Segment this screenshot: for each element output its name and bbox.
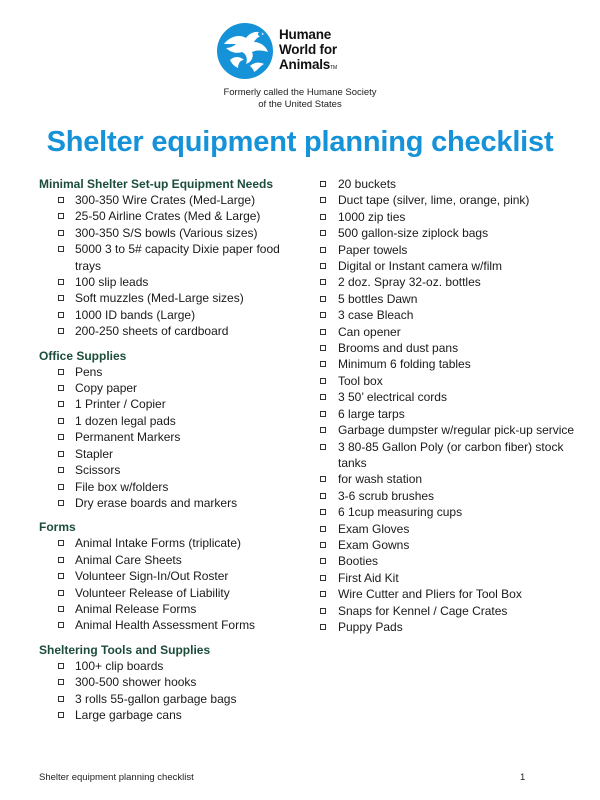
section-heading: Minimal Shelter Set-up Equipment Needs — [39, 177, 274, 191]
checkbox-icon[interactable] — [58, 540, 64, 546]
checklist-item — [39, 691, 309, 707]
checklist-item — [318, 471, 580, 487]
checklist-item — [39, 396, 309, 412]
logo-line-1: Humane — [279, 27, 332, 42]
checklist-item-label: Volunteer Sign-In/Out Roster — [75, 569, 229, 584]
checkbox-icon[interactable] — [320, 312, 326, 318]
checklist-item — [39, 495, 309, 511]
checkbox-icon[interactable] — [320, 263, 326, 269]
checklist-item-label: 100+ clip boards — [75, 658, 164, 673]
checklist-item — [39, 658, 309, 674]
checkbox-icon[interactable] — [320, 608, 326, 614]
checkbox-icon[interactable] — [320, 427, 326, 433]
checklist-item — [318, 356, 580, 372]
checklist-item — [318, 504, 580, 520]
checklist-item — [39, 225, 309, 241]
checklist-item — [318, 274, 580, 290]
checkbox-icon[interactable] — [320, 575, 326, 581]
checklist-item — [318, 324, 580, 340]
checkbox-icon[interactable] — [320, 296, 326, 302]
checklist-item — [318, 619, 580, 635]
checklist-item — [318, 209, 580, 225]
checklist-item — [39, 601, 309, 617]
checklist-item — [318, 176, 580, 192]
checkbox-icon[interactable] — [58, 197, 64, 203]
checklist-item-label: Puppy Pads — [338, 619, 403, 634]
checklist-item — [318, 537, 580, 553]
left-column — [39, 176, 309, 731]
checklist-item-label: Brooms and dust pans — [338, 341, 459, 356]
checklist-item — [318, 389, 580, 405]
checklist-item — [39, 479, 309, 495]
checklist-item-label: Volunteer Release of Liability — [75, 585, 230, 600]
checkbox-icon[interactable] — [58, 590, 64, 596]
checklist-item — [39, 707, 309, 723]
checklist-item — [318, 521, 580, 537]
logo-line-2: World for — [279, 42, 337, 57]
logo-line-3-text: Animals — [279, 57, 331, 72]
logo-line-3 — [279, 57, 389, 76]
checklist-section — [39, 642, 309, 724]
checklist-item — [39, 429, 309, 445]
checklist-item-label: 3-6 scrub brushes — [338, 488, 435, 503]
checklist-item-label: Animal Health Assessment Forms — [75, 618, 256, 633]
checkbox-icon[interactable] — [320, 493, 326, 499]
checklist-item-label: 300-350 Wire Crates (Med-Large) — [75, 193, 256, 207]
checkbox-icon[interactable] — [320, 361, 326, 367]
logo — [216, 22, 386, 84]
checkbox-icon[interactable] — [58, 606, 64, 612]
checklist-item — [39, 208, 309, 224]
checklist-item-label: Wire Cutter and Pliers for Tool Box — [338, 587, 522, 602]
checklist-item — [39, 552, 309, 568]
checklist-item — [318, 603, 580, 619]
checkbox-icon[interactable] — [320, 214, 326, 220]
checklist-item-label: 1 dozen legal pads — [75, 413, 176, 428]
checkbox-icon[interactable] — [320, 526, 326, 532]
checklist-item-label: Snaps for Kennel / Cage Crates — [338, 603, 508, 618]
checklist-item — [39, 192, 309, 208]
checkbox-icon[interactable] — [320, 329, 326, 335]
checklist-item — [39, 462, 309, 478]
checklist-item-label: Stapler — [75, 446, 114, 461]
checkbox-icon[interactable] — [320, 181, 326, 187]
checklist-item-label: 3 50’ electrical cords — [338, 390, 447, 405]
checklist-item-label: 1000 ID bands (Large) — [75, 307, 196, 322]
checkbox-icon[interactable] — [58, 434, 64, 440]
checklist-item-label: 300-500 shower hooks — [75, 675, 197, 690]
checkbox-icon[interactable] — [58, 622, 64, 628]
checkbox-icon[interactable] — [320, 542, 326, 548]
checkbox-icon[interactable] — [58, 279, 64, 285]
checklist — [39, 535, 309, 633]
checkbox-icon[interactable] — [320, 509, 326, 515]
checklist — [39, 192, 309, 340]
checklist-item-label: 1000 zip ties — [338, 209, 406, 224]
checklist-item-label: First Aid Kit — [338, 570, 399, 585]
checklist-item — [39, 535, 309, 551]
checklist-item-label: 3 80-85 Gallon Poly (or carbon fiber) stock tanks — [338, 439, 564, 470]
checkbox-icon[interactable] — [58, 328, 64, 334]
checkbox-icon[interactable] — [320, 624, 326, 630]
checklist-item — [318, 192, 580, 208]
checklist-item-label: 5000 3 to 5# capacity Dixie paper food trays — [75, 242, 280, 273]
checklist-item — [39, 290, 309, 306]
checklist-item — [318, 307, 580, 323]
checklist-item — [39, 617, 309, 633]
checklist-item — [39, 568, 309, 584]
checklist-section — [39, 176, 309, 340]
section-heading: Office Supplies — [39, 348, 127, 363]
animals-logo-icon — [216, 22, 274, 80]
checkbox-icon[interactable] — [58, 696, 64, 702]
checkbox-icon[interactable] — [58, 213, 64, 219]
checklist-item-label: Exam Gloves — [338, 521, 410, 536]
checklist-item — [318, 586, 580, 602]
checklist-item-label: 6 1cup measuring cups — [338, 505, 463, 520]
checklist-item — [39, 446, 309, 462]
checklist-item-label: Animal Intake Forms (triplicate) — [75, 536, 242, 551]
checkbox-icon[interactable] — [58, 451, 64, 457]
checkbox-icon[interactable] — [58, 467, 64, 473]
checklist-item-label: 1 Printer / Copier — [75, 397, 166, 412]
checklist-item — [39, 364, 309, 380]
checkbox-icon[interactable] — [320, 558, 326, 564]
checklist-item-label: Duct tape (silver, lime, orange, pink) — [338, 193, 530, 208]
checklist-item-label: Copy paper — [75, 381, 138, 396]
checklist-item — [39, 307, 309, 323]
checklist-item-label: File box w/folders — [75, 479, 169, 494]
checklist-item — [39, 674, 309, 690]
checklist-item-label: 6 large tarps — [338, 406, 405, 421]
right-checklist — [318, 176, 580, 635]
checklist-item — [39, 323, 309, 339]
checklist-item — [318, 225, 580, 241]
checklist-item-label: Minimum 6 folding tables — [338, 357, 471, 372]
checkbox-icon[interactable] — [320, 230, 326, 236]
checklist-item — [318, 553, 580, 569]
checkbox-icon[interactable] — [58, 369, 64, 375]
section-heading: Forms — [39, 520, 76, 535]
checklist-item — [318, 340, 580, 356]
checklist-item-label: 500 gallon-size ziplock bags — [338, 226, 489, 241]
checkbox-icon[interactable] — [320, 378, 326, 384]
checklist-item-label: Paper towels — [338, 242, 408, 257]
checkbox-icon[interactable] — [58, 573, 64, 579]
checklist-item-label: 20 buckets — [338, 177, 397, 191]
checkbox-icon[interactable] — [320, 197, 326, 203]
checklist-item-label: Dry erase boards and markers — [75, 495, 238, 510]
checklist-item — [39, 274, 309, 290]
page-title: Shelter equipment planning checklist — [46, 126, 554, 158]
former-name-line-2: of the United States — [258, 99, 342, 110]
section-heading: Sheltering Tools and Supplies — [39, 642, 211, 657]
checkbox-icon[interactable] — [320, 394, 326, 400]
checklist-item-label: Large garbage cans — [75, 707, 182, 722]
checkbox-icon[interactable] — [320, 411, 326, 417]
checkbox-icon[interactable] — [320, 591, 326, 597]
checklist-item — [39, 585, 309, 601]
checklist-item — [318, 422, 580, 438]
checklist-item — [318, 439, 580, 472]
checklist-section — [39, 519, 309, 633]
checklist-item-label: Animal Care Sheets — [75, 552, 182, 567]
checklist-item-label: Booties — [338, 554, 379, 569]
checkbox-icon[interactable] — [320, 247, 326, 253]
checklist-item-label: 300-350 S/S bowls (Various sizes) — [75, 225, 258, 240]
checklist-item-label: 200-250 sheets of cardboard — [75, 324, 229, 339]
checklist-item-label: 5 bottles Dawn — [338, 291, 418, 306]
checkbox-icon[interactable] — [58, 246, 64, 252]
checklist-item — [318, 570, 580, 586]
checklist-item — [318, 258, 580, 274]
footer-document-name: Shelter equipment planning checklist — [39, 772, 194, 783]
checkbox-icon[interactable] — [320, 279, 326, 285]
checkbox-icon[interactable] — [320, 476, 326, 482]
checkbox-icon[interactable] — [58, 418, 64, 424]
checkbox-icon[interactable] — [58, 557, 64, 563]
checkbox-icon[interactable] — [58, 385, 64, 391]
checklist — [39, 364, 309, 512]
checklist-item — [39, 413, 309, 429]
checkbox-icon[interactable] — [58, 295, 64, 301]
checklist-item-label: Can opener — [338, 324, 401, 339]
checklist-section — [39, 348, 309, 512]
checkbox-icon[interactable] — [58, 663, 64, 669]
logo-trademark: TM — [330, 65, 337, 71]
checklist-item-label: Scissors — [75, 463, 121, 478]
checkbox-icon[interactable] — [58, 484, 64, 490]
checklist-item-label: Permanent Markers — [75, 430, 181, 445]
checklist-item-label: for wash station — [338, 472, 423, 487]
checklist-item — [318, 406, 580, 422]
checkbox-icon[interactable] — [58, 679, 64, 685]
checklist-item-label: Tool box — [338, 373, 383, 388]
checklist-item-label: Pens — [75, 364, 103, 379]
checkbox-icon[interactable] — [58, 401, 64, 407]
checklist-item — [39, 380, 309, 396]
checklist — [39, 658, 309, 724]
right-column — [318, 176, 580, 635]
checkbox-icon[interactable] — [320, 345, 326, 351]
checklist-item-label: 100 slip leads — [75, 275, 149, 290]
checklist-item — [318, 242, 580, 258]
checklist-item-label: Digital or Instant camera w/film — [338, 259, 503, 274]
checklist-item-label: 3 rolls 55-gallon garbage bags — [75, 691, 237, 706]
checkbox-icon[interactable] — [58, 230, 64, 236]
checklist-item-label: Animal Release Forms — [75, 601, 197, 616]
footer-page-number: 1 — [520, 772, 526, 783]
checklist-item-label: Exam Gowns — [338, 537, 410, 552]
checklist-item-label: Garbage dumpster w/regular pick-up service — [338, 423, 575, 438]
checklist-item-label: 25-50 Airline Crates (Med & Large) — [75, 209, 261, 224]
former-name-note — [0, 87, 570, 111]
former-name-line-1: Formerly called the Humane Society — [223, 87, 377, 98]
checkbox-icon[interactable] — [58, 500, 64, 506]
checklist-item — [39, 241, 309, 274]
checklist-item-label: 3 case Bleach — [338, 308, 414, 323]
checklist-item-label: Soft muzzles (Med-Large sizes) — [75, 291, 244, 306]
checkbox-icon[interactable] — [58, 712, 64, 718]
checkbox-icon[interactable] — [320, 444, 326, 450]
logo-wordmark — [279, 27, 389, 76]
checklist-item — [318, 373, 580, 389]
checklist-item — [318, 488, 580, 504]
checklist-item-label: 2 doz. Spray 32-oz. bottles — [338, 275, 481, 290]
checklist-item — [318, 291, 580, 307]
checkbox-icon[interactable] — [58, 312, 64, 318]
